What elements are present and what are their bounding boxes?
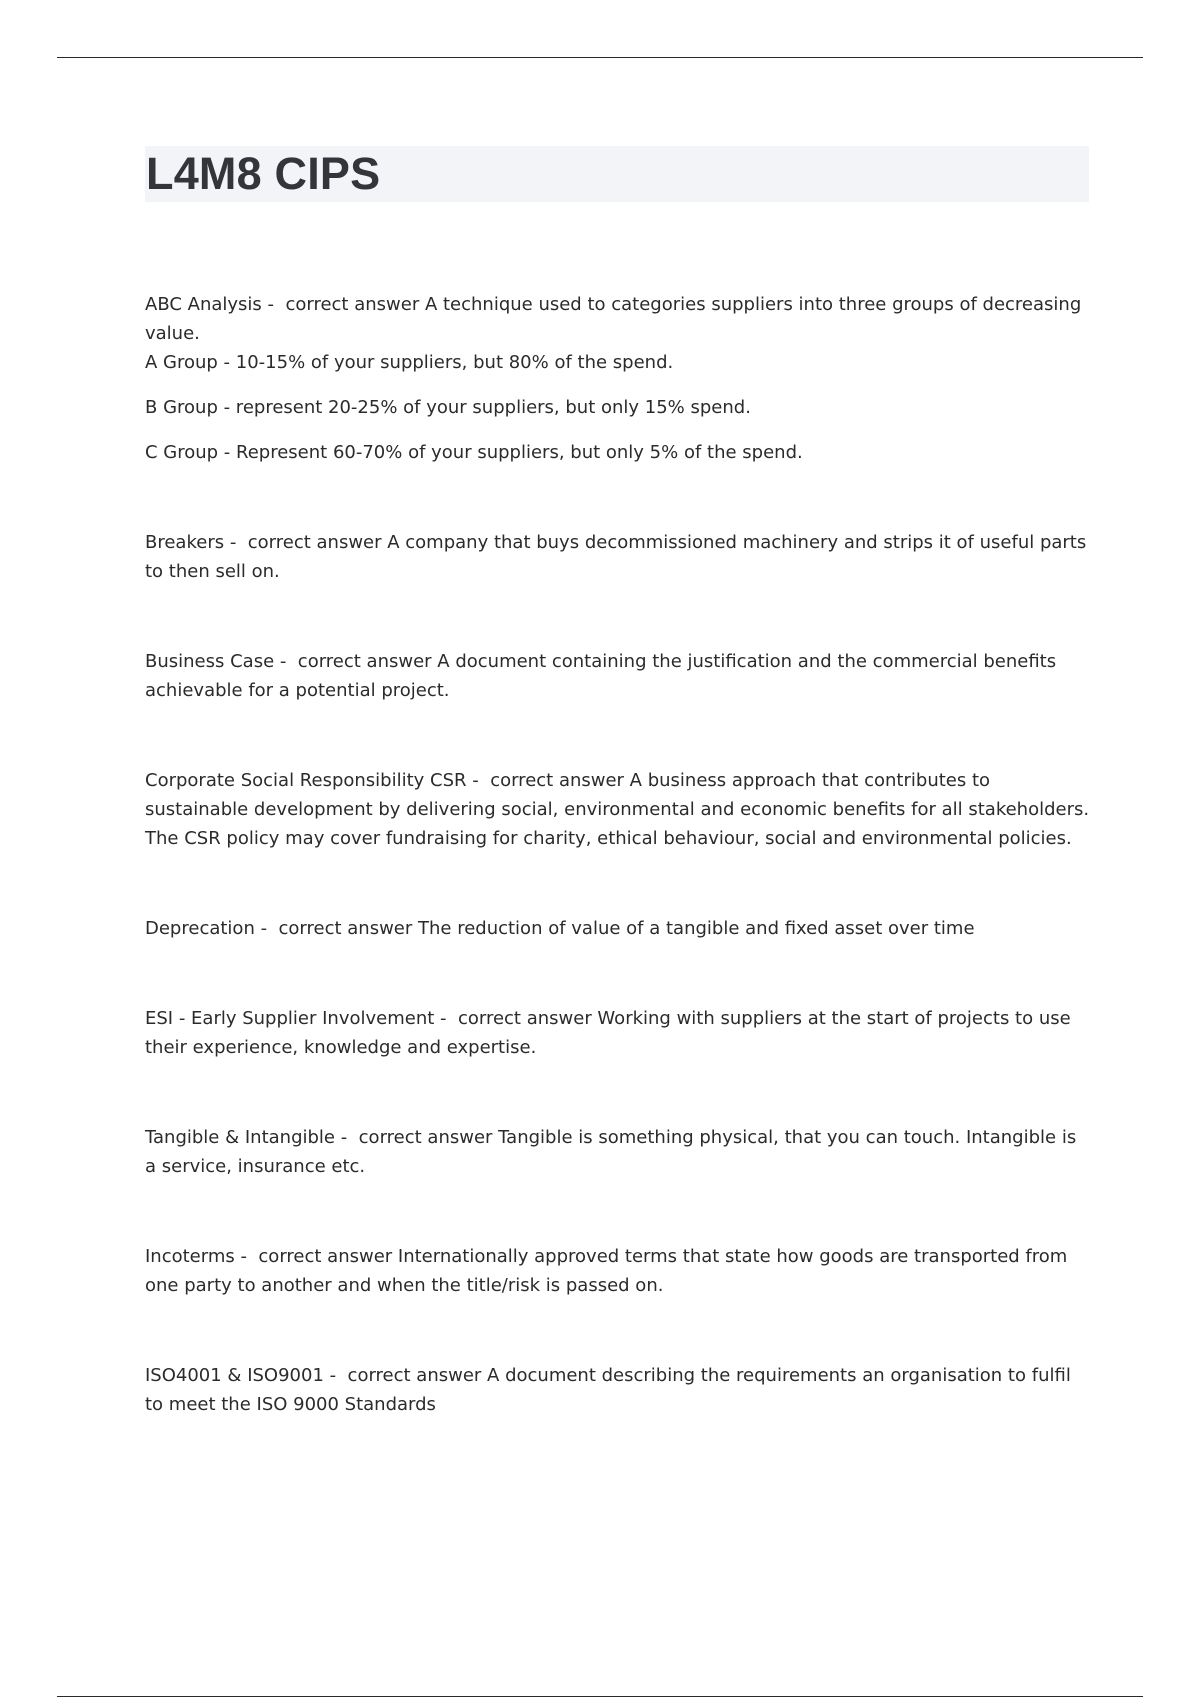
entry-csr: Corporate Social Responsibility CSR - correct answer A business approach that contributes to sustainable development by delivering social, environmental and economic benefits for all stakeholders. The CSR policy may cover fundraising for charity, ethical behaviour, social and environmental policies. [145, 770, 1095, 849]
top-rule [57, 57, 1143, 58]
subitem-a-group: A Group - 10-15% of your suppliers, but 80% of the spend. [145, 352, 674, 373]
subitem-b-group: B Group - represent 20-25% of your suppliers, but only 15% spend. [145, 397, 751, 418]
entry-abc-analysis [145, 290, 1090, 467]
subitem-c-group: C Group - Represent 60-70% of your suppliers, but only 5% of the spend. [145, 442, 803, 463]
entry-esi: ESI - Early Supplier Involvement - correct answer Working with suppliers at the start of projects to use their experience, knowledge and expertise. [145, 1008, 1077, 1058]
entry-deprecation: Deprecation - correct answer The reduction of value of a tangible and fixed asset over time [145, 918, 975, 939]
document-body [145, 290, 1095, 1419]
entry-business-case: Business Case - correct answer A document containing the justification and the commercial benefits achievable for a potential project. [145, 651, 1062, 701]
entry-tangible-intangible: Tangible & Intangible - correct answer Tangible is something physical, that you can touch. Intangible is a service, insurance etc. [145, 1127, 1082, 1177]
entry-iso: ISO4001 & ISO9001 - correct answer A document describing the requirements an organisation to fulfil to meet the ISO 9000 Standards [145, 1365, 1077, 1415]
entry-incoterms: Incoterms - correct answer Internationally approved terms that state how goods are transported from one party to another and when the title/risk is passed on. [145, 1246, 1074, 1296]
page-title: L4M8 CIPS [146, 148, 381, 199]
entry-breakers: Breakers - correct answer A company that buys decommissioned machinery and strips it of useful parts to then sell on. [145, 532, 1092, 582]
bottom-rule [57, 1696, 1143, 1697]
entry-text: ABC Analysis - correct answer A technique used to categories suppliers into three groups of decreasing value. [145, 294, 1087, 344]
